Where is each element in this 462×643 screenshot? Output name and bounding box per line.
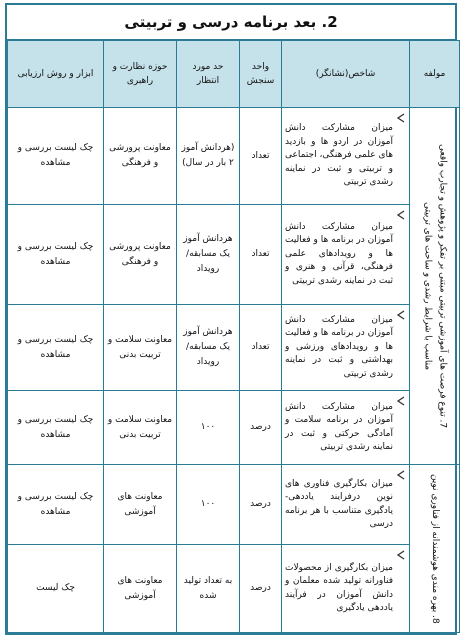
expected-cell: (هردانش آموز ۲ بار در سال) (177, 108, 240, 205)
header-unit: واحد سنجش (240, 41, 282, 108)
table-row (8, 545, 460, 633)
indicator-cell: میزان بکارگیری از محصولات فناورانه تولید شده معلمان و دانش آموزان در فرآیند یاددهی یادگیری (282, 545, 410, 633)
expected-cell: هردانش آموز یک مسابقه/ رویداد (177, 205, 240, 305)
supervision-cell: معاونت های آموزشی (104, 465, 177, 545)
header-component: مولفه (410, 41, 460, 108)
supervision-cell: معاونت پرورشی و فرهنگی (104, 108, 177, 205)
tool-cell: چک لیست (8, 545, 104, 633)
header-row (8, 41, 460, 108)
supervision-cell: معاونت سلامت و تربیت بدنی (104, 391, 177, 465)
expected-cell: ۱۰۰ (177, 391, 240, 465)
section-title: 2. بعد برنامه درسی و تربیتی (7, 5, 455, 40)
arrow-bullet-icon (396, 210, 406, 220)
supervision-cell: معاونت پرورشی و فرهنگی (104, 205, 177, 305)
header-expected: حد مورد انتظار (177, 41, 240, 108)
unit-cell: درصد (240, 465, 282, 545)
unit-cell: تعداد (240, 205, 282, 305)
tool-cell: چک لیست بررسی و مشاهده (8, 108, 104, 205)
arrow-bullet-icon (396, 113, 406, 123)
unit-cell: تعداد (240, 108, 282, 205)
unit-cell: تعداد (240, 305, 282, 391)
indicator-cell: میزان مشارکت دانش آموزان در برنامه سلامت و آمادگی حرکتی و ثبت در نماینه رشدی تربیتی (282, 391, 410, 465)
component-label: 8. بهره مندی هوشمندانه از فناوری نوین (430, 473, 440, 624)
component-cell (410, 108, 460, 465)
tool-cell: چک لیست بررسی و مشاهده (8, 205, 104, 305)
component-cell (410, 465, 460, 633)
component-label: 7. تنوع فرصت های آموزشی تربیتی مبتنی بر تفکر و پژوهش و تجارب واقعی مناسب با شرایط رشدی و ساحت های تربیتی (422, 143, 448, 429)
supervision-cell: معاونت سلامت و تربیت بدنی (104, 305, 177, 391)
tool-cell: چک لیست بررسی و مشاهده (8, 391, 104, 465)
table-row (8, 205, 460, 305)
arrow-bullet-icon (396, 310, 406, 320)
criteria-table (7, 40, 460, 633)
indicator-cell: میزان مشارکت دانش آموزان در برنامه ها و فعالیت ها و رویدادهای علمی فرهنگی، قرآنی و هنری و ثبت در نماینه رشدی تربیتی (282, 205, 410, 305)
arrow-bullet-icon (396, 470, 406, 480)
header-supervision: حوزه نظارت و راهبری (104, 41, 177, 108)
tool-cell: چک لیست بررسی و مشاهده (8, 465, 104, 545)
table-row (8, 305, 460, 391)
supervision-cell: معاونت های آموزشی (104, 545, 177, 633)
expected-cell: هردانش آموز یک مسابقه/ رویداد (177, 305, 240, 391)
document-page (5, 3, 457, 635)
table-row (8, 465, 460, 545)
expected-cell: ۱۰۰ (177, 465, 240, 545)
expected-cell: به تعداد تولید شده (177, 545, 240, 633)
table-row (8, 108, 460, 205)
unit-cell: درصد (240, 545, 282, 633)
indicator-cell: میزان مشارکت دانش آموزان در اردو ها و بازدید های علمی فرهنگی، اجتماعی و تربیتی و ثبت در نماینه رشدی تربیتی (282, 108, 410, 205)
unit-cell: درصد (240, 391, 282, 465)
arrow-bullet-icon (396, 550, 406, 560)
header-indicator: شاخص(نشانگر) (282, 41, 410, 108)
indicator-cell: میزان مشارکت دانش آموزان در برنامه ها و فعالیت ها و رویدادهای ورزشی و بهداشتی و ثبت در نماینه رشدی تربیتی (282, 305, 410, 391)
table-row (8, 391, 460, 465)
arrow-bullet-icon (396, 396, 406, 406)
indicator-cell: میزان بکارگیری فناوری های نوین درفرایند یاددهی-یادگیری متناسب با هر برنامه درسی (282, 465, 410, 545)
header-tool: ابزار و روش ارزیابی (8, 41, 104, 108)
tool-cell: چک لیست بررسی و مشاهده (8, 305, 104, 391)
